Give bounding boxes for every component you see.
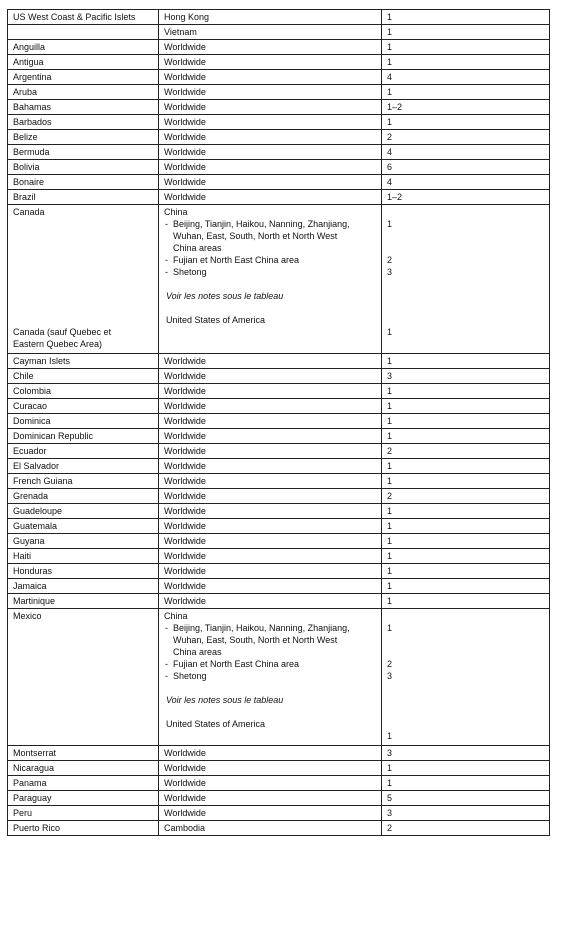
table-body-middle: [8, 354, 550, 609]
destination-cell: Worldwide: [159, 504, 382, 519]
destination-usa: United States of America: [166, 719, 266, 729]
country-cell: El Salvador: [8, 459, 159, 474]
country-cell: Martinique: [8, 594, 159, 609]
destination-cell: Worldwide: [159, 55, 382, 70]
value-cell: 1–2: [382, 190, 550, 205]
table-body-mexico: [8, 609, 550, 746]
country-name-secondary-cont: Eastern Quebec Area): [13, 339, 103, 349]
table-row: [8, 791, 550, 806]
value-cell: 2: [382, 444, 550, 459]
country-cell: Barbados: [8, 115, 159, 130]
country-cell: Ecuador: [8, 444, 159, 459]
table-row: [8, 489, 550, 504]
destination-cell: Worldwide: [159, 414, 382, 429]
destination-cell: Worldwide: [159, 776, 382, 791]
table-row: [8, 444, 550, 459]
destination-cell: Worldwide: [159, 40, 382, 55]
value-cell: 1–2: [382, 100, 550, 115]
table-row: [8, 25, 550, 40]
value: 3: [387, 267, 393, 277]
destination-cell: Cambodia: [159, 821, 382, 836]
value-cell: 1: [382, 534, 550, 549]
destination-cell: Worldwide: [159, 369, 382, 384]
value-cell: 1: [382, 549, 550, 564]
value: 3: [387, 671, 393, 681]
country-cell: Curacao: [8, 399, 159, 414]
country-cell: Guadeloupe: [8, 504, 159, 519]
bullet-text: - Beijing, Tianjin, Haikou, Nanning, Zhanjiang,: [173, 623, 350, 633]
destination-cell: Worldwide: [159, 384, 382, 399]
destination-cell: Worldwide: [159, 761, 382, 776]
destination-cell: Worldwide: [159, 145, 382, 160]
value-cell: 1: [382, 399, 550, 414]
value-cell: 5: [382, 791, 550, 806]
country-cell: Antigua: [8, 55, 159, 70]
value-cell: 1: [382, 40, 550, 55]
table-row: [8, 130, 550, 145]
country-cell: [8, 205, 159, 354]
destination-cell: Worldwide: [159, 459, 382, 474]
value: 1: [387, 219, 393, 229]
destination-cell: Worldwide: [159, 549, 382, 564]
table-row: [8, 519, 550, 534]
destination-china: China: [164, 207, 188, 217]
value-cell: 2: [382, 489, 550, 504]
destination-cell: Worldwide: [159, 100, 382, 115]
value-cell: 1: [382, 354, 550, 369]
table-row: [8, 474, 550, 489]
table-body-top: [8, 10, 550, 205]
value-cell: 1: [382, 761, 550, 776]
country-cell: Dominican Republic: [8, 429, 159, 444]
table-row: [8, 175, 550, 190]
table-row-mexico: [8, 609, 550, 746]
value-cell: 1: [382, 384, 550, 399]
country-cell: Brazil: [8, 190, 159, 205]
table-row: [8, 160, 550, 175]
value: 2: [387, 255, 393, 265]
destination-cell: Worldwide: [159, 579, 382, 594]
destination-cell: Worldwide: [159, 474, 382, 489]
table-row: [8, 746, 550, 761]
bullet-text: China areas: [173, 243, 222, 253]
table-row: [8, 100, 550, 115]
value-cell: 6: [382, 160, 550, 175]
destination-bullet: - Shetong: [164, 670, 376, 682]
country-cell: Anguilla: [8, 40, 159, 55]
country-cell: Colombia: [8, 384, 159, 399]
destination-bullet: [164, 218, 376, 254]
country-name: Canada: [13, 207, 45, 217]
value-cell: 1: [382, 55, 550, 70]
value-cell: 1: [382, 474, 550, 489]
value-cell: 3: [382, 746, 550, 761]
destination-cell: Worldwide: [159, 70, 382, 85]
destination-cell: Worldwide: [159, 564, 382, 579]
value-cell: 1: [382, 414, 550, 429]
country-cell: Jamaica: [8, 579, 159, 594]
value-cell: 1: [382, 115, 550, 130]
table-row: [8, 594, 550, 609]
destination-china: China: [164, 611, 188, 621]
country-cell: US West Coast & Pacific Islets: [8, 10, 159, 25]
country-name: Mexico: [13, 611, 42, 621]
country-cell: Bermuda: [8, 145, 159, 160]
value-cell: 2: [382, 821, 550, 836]
country-cell: Cayman Islets: [8, 354, 159, 369]
destination-cell: Worldwide: [159, 130, 382, 145]
table-body-canada: [8, 205, 550, 354]
value-cell: 1: [382, 776, 550, 791]
country-cell: Puerto Rico: [8, 821, 159, 836]
value-cell: 4: [382, 175, 550, 190]
value: 1: [387, 731, 393, 741]
destination-cell: [159, 609, 382, 746]
bullet-text: - Beijing, Tianjin, Haikou, Nanning, Zhanjiang,: [173, 219, 350, 229]
table-row: [8, 354, 550, 369]
destination-cell: Worldwide: [159, 115, 382, 130]
destination-cell: Worldwide: [159, 399, 382, 414]
bullet-text: China areas: [173, 647, 222, 657]
country-cell: [8, 25, 159, 40]
country-cell: Bahamas: [8, 100, 159, 115]
country-name-secondary: Canada (sauf Quebec et: [13, 327, 112, 337]
table-row: [8, 534, 550, 549]
country-cell: Paraguay: [8, 791, 159, 806]
table-row: [8, 429, 550, 444]
table-row: [8, 504, 550, 519]
table-row: [8, 115, 550, 130]
value: 2: [387, 659, 393, 669]
value-cell: 1: [382, 519, 550, 534]
destination-usa: United States of America: [166, 315, 266, 325]
value-cell: 3: [382, 369, 550, 384]
table-row: [8, 776, 550, 791]
country-cell: Guyana: [8, 534, 159, 549]
table-row: [8, 564, 550, 579]
value-cell: [382, 205, 550, 354]
country-cell: Belize: [8, 130, 159, 145]
country-cell: Grenada: [8, 489, 159, 504]
country-cell: Haiti: [8, 549, 159, 564]
country-cell: Chile: [8, 369, 159, 384]
table-row: [8, 70, 550, 85]
country-cell: Bolivia: [8, 160, 159, 175]
table-row-canada: [8, 205, 550, 354]
country-cell: Dominica: [8, 414, 159, 429]
value-cell: 1: [382, 579, 550, 594]
table-row: [8, 806, 550, 821]
destination-cell: Worldwide: [159, 534, 382, 549]
destination-cell: Worldwide: [159, 519, 382, 534]
country-cell: Honduras: [8, 564, 159, 579]
table-row: [8, 190, 550, 205]
value-cell: 1: [382, 594, 550, 609]
destination-cell: Worldwide: [159, 489, 382, 504]
table-row: [8, 85, 550, 100]
destination-cell: Worldwide: [159, 746, 382, 761]
value-cell: 1: [382, 564, 550, 579]
value-cell: [382, 609, 550, 746]
destination-cell: Worldwide: [159, 354, 382, 369]
country-cell: Panama: [8, 776, 159, 791]
value-cell: 2: [382, 130, 550, 145]
country-cell: Bonaire: [8, 175, 159, 190]
country-cell: Nicaragua: [8, 761, 159, 776]
table-row: [8, 369, 550, 384]
destinations-table: [7, 9, 550, 836]
destination-cell: Worldwide: [159, 85, 382, 100]
destination-bullet: - Fujian et North East China area: [164, 254, 376, 266]
table-row: [8, 10, 550, 25]
table-row: [8, 145, 550, 160]
destination-cell: Worldwide: [159, 190, 382, 205]
table-row: [8, 821, 550, 836]
value-cell: 1: [382, 504, 550, 519]
table-row: [8, 384, 550, 399]
destination-cell: Worldwide: [159, 594, 382, 609]
table-note-reference: Voir les notes sous le tableau: [166, 291, 284, 301]
table-body-bottom: [8, 746, 550, 836]
country-cell: Guatemala: [8, 519, 159, 534]
table-row: [8, 549, 550, 564]
country-cell: Peru: [8, 806, 159, 821]
value-cell: 1: [382, 10, 550, 25]
table-row: [8, 459, 550, 474]
country-cell: [8, 609, 159, 746]
table-row: [8, 55, 550, 70]
value: 1: [387, 623, 393, 633]
table-row: [8, 414, 550, 429]
table-row: [8, 579, 550, 594]
destination-cell: Worldwide: [159, 444, 382, 459]
destination-cell: [159, 205, 382, 354]
table-row: [8, 399, 550, 414]
value-cell: 1: [382, 25, 550, 40]
destination-cell: Worldwide: [159, 806, 382, 821]
value-cell: 3: [382, 806, 550, 821]
table-row: [8, 761, 550, 776]
value-cell: 1: [382, 85, 550, 100]
destination-bullet: - Fujian et North East China area: [164, 658, 376, 670]
destination-cell: Hong Kong: [159, 10, 382, 25]
destination-cell: Vietnam: [159, 25, 382, 40]
value-cell: 1: [382, 459, 550, 474]
destination-bullet: - Shetong: [164, 266, 376, 278]
bullet-text: Wuhan, East, South, North et North West: [173, 231, 338, 241]
table-row: [8, 40, 550, 55]
destination-bullet: [164, 622, 376, 658]
value: 1: [387, 327, 393, 337]
destination-cell: Worldwide: [159, 160, 382, 175]
bullet-text: Wuhan, East, South, North et North West: [173, 635, 338, 645]
destination-cell: Worldwide: [159, 791, 382, 806]
country-cell: Montserrat: [8, 746, 159, 761]
country-cell: French Guiana: [8, 474, 159, 489]
table-note-reference: Voir les notes sous le tableau: [166, 695, 284, 705]
destination-cell: Worldwide: [159, 175, 382, 190]
country-cell: Argentina: [8, 70, 159, 85]
value-cell: 1: [382, 429, 550, 444]
value-cell: 4: [382, 70, 550, 85]
value-cell: 4: [382, 145, 550, 160]
country-cell: Aruba: [8, 85, 159, 100]
destination-cell: Worldwide: [159, 429, 382, 444]
